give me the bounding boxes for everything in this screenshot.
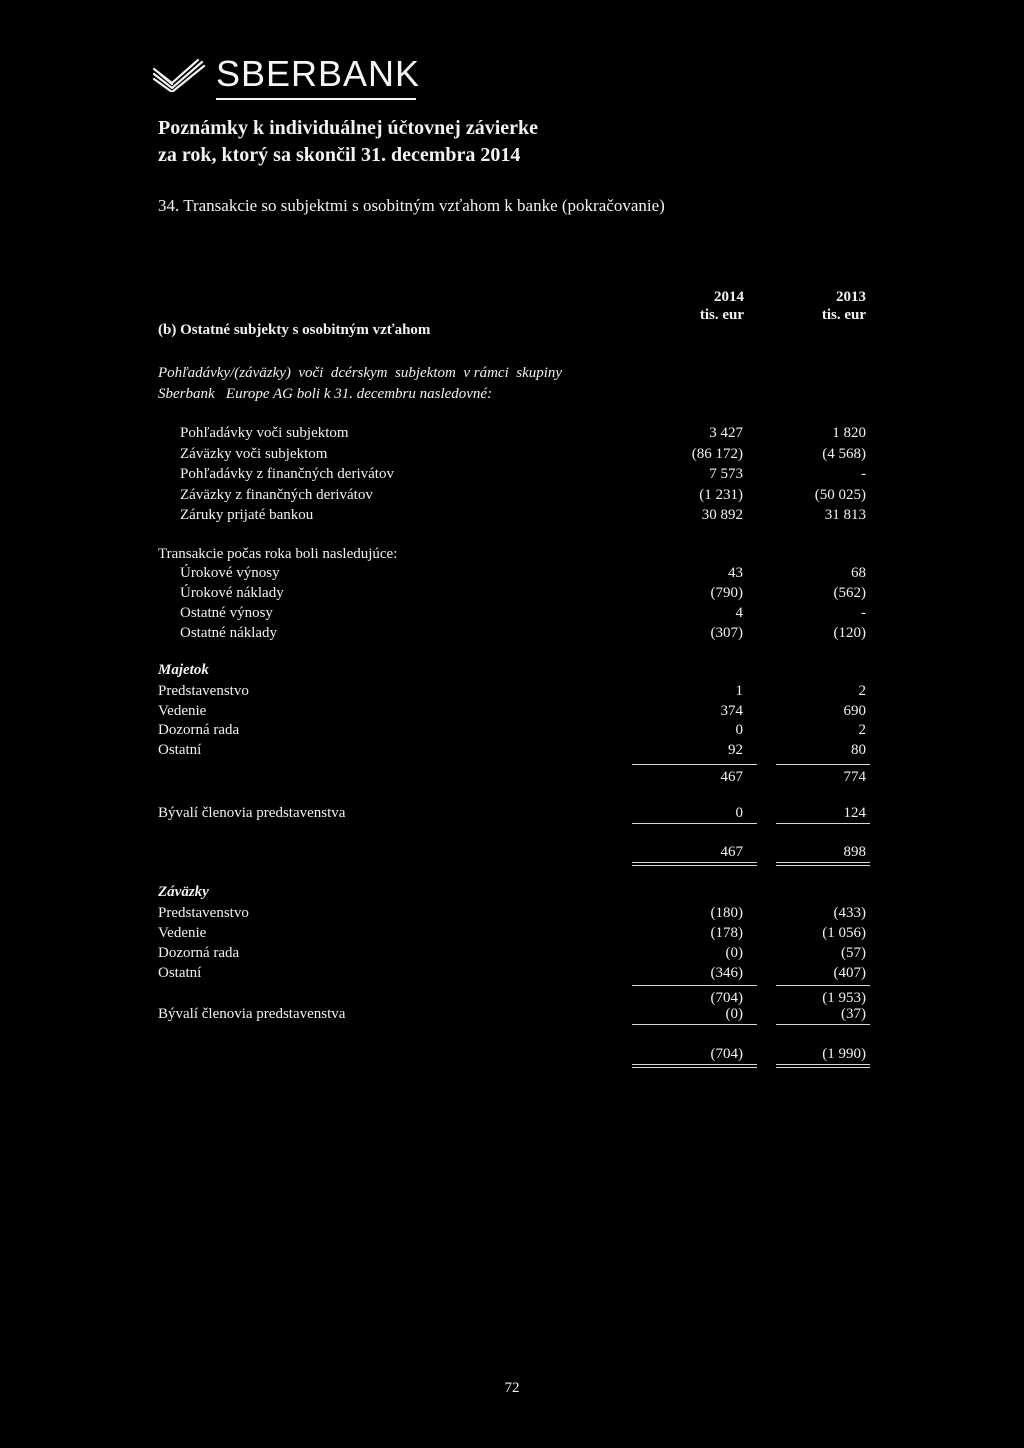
assets-former-rule-2014 <box>632 823 757 824</box>
asset-value-2014: 1 <box>735 683 743 699</box>
transaction-row <box>0 623 1024 643</box>
assets-total-rule-2013-b <box>776 865 870 866</box>
liability-value-2013: (407) <box>833 965 866 981</box>
asset-row <box>0 701 1024 721</box>
transaction-row <box>0 563 1024 583</box>
liabilities-total-rule-2014-b <box>632 1067 757 1068</box>
transaction-label: Ostatné náklady <box>180 625 278 641</box>
assets-total-row <box>0 842 1024 862</box>
transaction-value-2014: (307) <box>710 625 743 641</box>
liability-label: Vedenie <box>158 925 207 941</box>
liabilities-former-2014: (0) <box>725 1006 743 1022</box>
asset-label: Dozorná rada <box>158 722 240 738</box>
document-title-line2: za rok, ktorý sa skončil 31. decembra 2014 <box>158 144 521 166</box>
group-balance-value-2013: 31 813 <box>824 507 866 523</box>
column-header-2013: 2013 <box>836 289 866 305</box>
liabilities-heading: Záväzky <box>158 884 209 900</box>
liability-label: Dozorná rada <box>158 945 240 961</box>
assets-subtotal-rule-2013 <box>776 764 870 765</box>
liabilities-total-rule-2014-a <box>632 1064 757 1065</box>
liabilities-former-2013: (37) <box>841 1006 866 1022</box>
assets-former-label: Bývalí členovia predstavenstva <box>158 805 346 821</box>
liability-value-2013: (433) <box>833 905 866 921</box>
asset-row <box>0 681 1024 701</box>
asset-value-2014: 0 <box>735 722 743 738</box>
transaction-row <box>0 603 1024 623</box>
group-balance-value-2014: 3 427 <box>709 425 743 441</box>
liability-value-2014: (346) <box>710 965 743 981</box>
transaction-row <box>0 583 1024 603</box>
liability-value-2013: (57) <box>841 945 866 961</box>
group-balance-row <box>0 485 1024 505</box>
asset-row <box>0 720 1024 740</box>
group-balance-row <box>0 505 1024 525</box>
assets-former-2014: 0 <box>735 805 743 821</box>
transaction-label: Úrokové výnosy <box>180 565 280 581</box>
assets-subtotal-2013: 774 <box>843 769 866 785</box>
asset-value-2013: 2 <box>858 722 866 738</box>
assets-subtotal-row <box>0 767 1024 787</box>
asset-label: Ostatní <box>158 741 202 758</box>
group-balance-label: Pohľadávky voči subjektom <box>180 425 349 441</box>
asset-row <box>0 740 1024 760</box>
liability-row <box>0 903 1024 923</box>
liability-value-2014: (0) <box>725 945 743 961</box>
group-balance-label: Záruky prijaté bankou <box>180 507 314 523</box>
asset-label: Predstavenstvo <box>158 683 249 699</box>
transactions-heading: Transakcie počas roka boli nasledujúce: <box>158 546 398 562</box>
assets-total-rule-2014-b <box>632 865 757 866</box>
liabilities-former-label: Bývalí členovia predstavenstva <box>158 1006 346 1022</box>
asset-value-2013: 80 <box>851 741 866 758</box>
group-balance-row <box>0 464 1024 484</box>
asset-value-2013: 2 <box>858 683 866 699</box>
liabilities-total-rule-2013-b <box>776 1067 870 1068</box>
assets-total-rule-2013-a <box>776 862 870 863</box>
group-balance-value-2014: (1 231) <box>699 486 743 503</box>
transaction-value-2013: 68 <box>851 565 866 581</box>
group-balance-label: Záväzky z finančných derivátov <box>180 486 373 503</box>
section-title: 34. Transakcie so subjektmi s osobitným vzťahom k banke (pokračovanie) <box>158 196 665 215</box>
column-unit-2013: tis. eur <box>821 307 866 323</box>
liabilities-subtotal-2013: (1 953) <box>822 990 866 1006</box>
liability-label: Ostatní <box>158 965 202 981</box>
liability-value-2014: (178) <box>710 925 743 941</box>
assets-former-row <box>0 803 1024 823</box>
liabilities-total-row <box>0 1044 1024 1064</box>
transaction-value-2014: 4 <box>735 605 743 621</box>
liabilities-total-rule-2013-a <box>776 1064 870 1065</box>
sberbank-logo-icon <box>150 58 206 92</box>
transaction-value-2014: 43 <box>728 565 743 581</box>
assets-total-2013: 898 <box>843 844 866 860</box>
transaction-label: Úrokové náklady <box>180 585 284 601</box>
group-balance-value-2013: (50 025) <box>814 486 866 503</box>
group-balance-row <box>0 423 1024 443</box>
transaction-label: Ostatné výnosy <box>180 605 273 621</box>
brand-underline <box>216 98 416 100</box>
liabilities-former-rule-2013 <box>776 1024 870 1025</box>
liabilities-subtotal-2014: (704) <box>710 990 743 1006</box>
column-unit-2014: tis. eur <box>699 307 744 323</box>
group-balance-value-2013: 1 820 <box>832 425 866 441</box>
group-balance-value-2014: 7 573 <box>709 466 743 482</box>
transaction-value-2013: (120) <box>833 625 866 641</box>
group-balance-label: Pohľadávky z finančných derivátov <box>180 466 394 482</box>
liabilities-former-rule-2014 <box>632 1024 757 1025</box>
group-balance-value-2013: (4 568) <box>822 445 866 462</box>
liabilities-subtotal-rule-2014 <box>632 985 757 986</box>
liability-label: Predstavenstvo <box>158 905 249 921</box>
assets-former-2013: 124 <box>843 805 866 821</box>
intro-text-line1: Pohľadávky/(záväzky) voči dcérskym subjektom v rámci skupiny <box>158 365 563 381</box>
liabilities-total-2013: (1 990) <box>822 1046 866 1062</box>
asset-value-2014: 92 <box>728 741 743 758</box>
assets-subtotal-rule-2014 <box>632 764 757 765</box>
liability-value-2013: (1 056) <box>822 925 866 941</box>
assets-heading: Majetok <box>158 662 209 678</box>
liabilities-total-2014: (704) <box>710 1046 743 1062</box>
liability-value-2014: (180) <box>710 905 743 921</box>
brand-name: SBERBANK <box>216 53 421 94</box>
intro-text-line2: Sberbank Europe AG boli k 31. decembru nasledovné: <box>158 386 493 402</box>
asset-value-2014: 374 <box>720 702 743 719</box>
asset-label: Vedenie <box>158 702 207 719</box>
assets-total-2014: 467 <box>720 844 743 860</box>
liabilities-subtotal-rule-2013 <box>776 985 870 986</box>
assets-total-rule-2014-a <box>632 862 757 863</box>
group-balance-value-2014: 30 892 <box>701 507 743 523</box>
group-balance-label: Záväzky voči subjektom <box>180 445 328 462</box>
liabilities-former-row <box>0 1004 1024 1024</box>
group-balance-value-2013: - <box>861 466 866 482</box>
asset-value-2013: 690 <box>843 702 866 719</box>
assets-former-rule-2013 <box>776 823 870 824</box>
transaction-value-2014: (790) <box>710 585 743 601</box>
transaction-value-2013: - <box>861 605 866 621</box>
group-balance-value-2014: (86 172) <box>691 445 743 462</box>
group-balance-row <box>0 444 1024 464</box>
liability-row <box>0 963 1024 983</box>
subsection-heading: (b) Ostatné subjekty s osobitným vzťahom <box>158 322 431 338</box>
column-header-2014: 2014 <box>714 289 744 305</box>
assets-subtotal-2014: 467 <box>720 769 743 785</box>
document-title-line1: Poznámky k individuálnej účtovnej závierke <box>158 117 539 139</box>
transaction-value-2013: (562) <box>833 585 866 601</box>
liability-row <box>0 923 1024 943</box>
liability-row <box>0 943 1024 963</box>
page-number: 72 <box>504 1380 520 1396</box>
